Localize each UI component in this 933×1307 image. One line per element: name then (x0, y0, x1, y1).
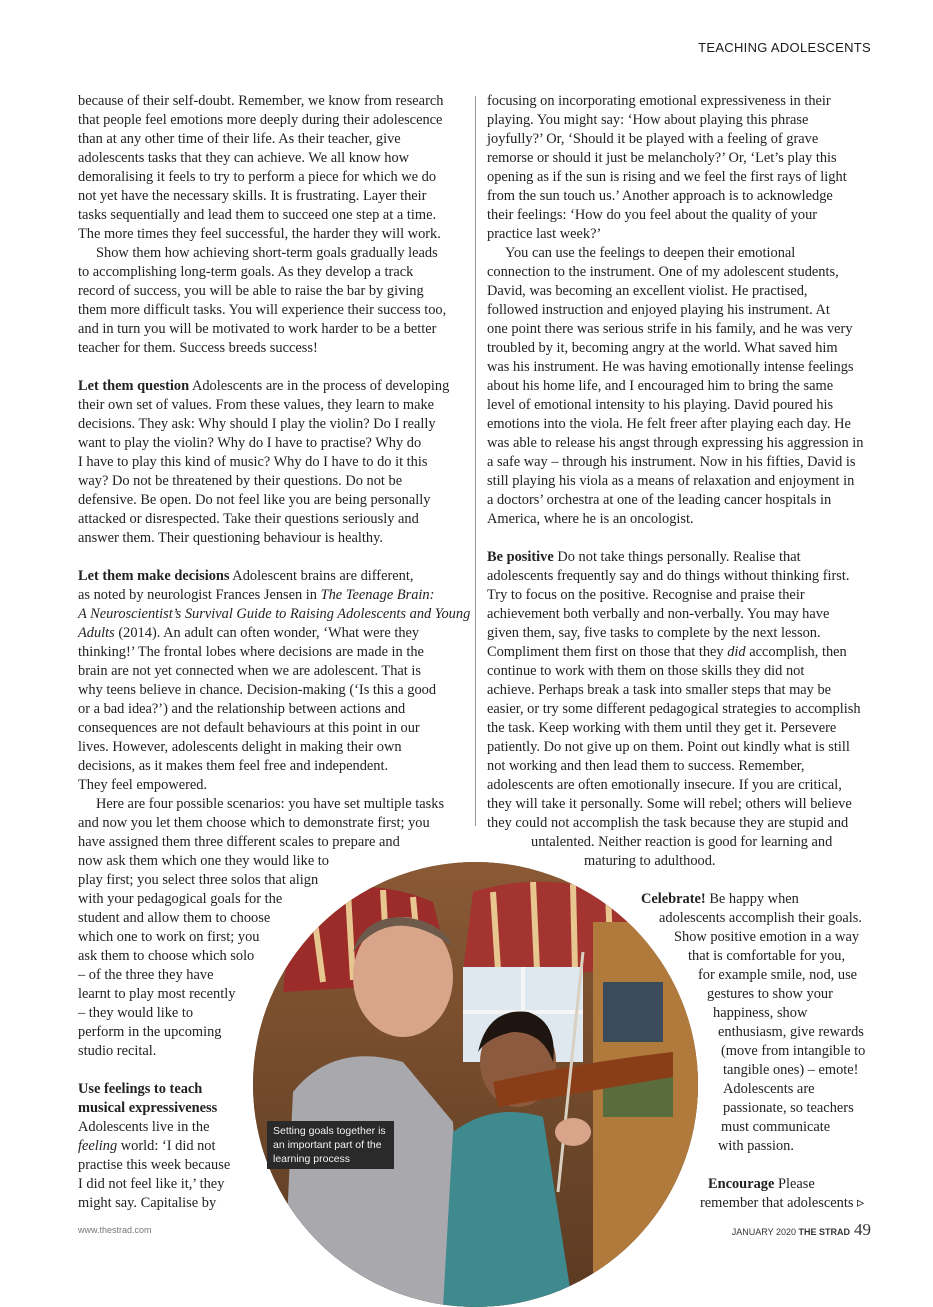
text-line: want to play the violin? Why do I have to practise? Why do (78, 435, 422, 451)
subheading-be-positive: Be positive (487, 549, 554, 565)
text-line: their feelings: ‘How do you feel about the quality of your (487, 207, 818, 223)
section-header: TEACHING ADOLESCENTS (698, 40, 871, 55)
text-line: joyfully?’ Or, ‘Should it be played with a feeling of grave (487, 131, 819, 147)
text-line: Show positive emotion in a way (674, 929, 860, 945)
text-line: remorse or should it just be melancholy?’ Or, ‘Let’s play this (487, 150, 837, 166)
right-para-2 (487, 244, 872, 529)
text-line: connection to the instrument. One of my adolescent students, (487, 264, 839, 280)
text-line: than at any other time of their life. As their teacher, give (78, 131, 401, 147)
text-line: studio recital. (78, 1043, 157, 1059)
text-line: was able to release his angst through expressing his aggression in (487, 435, 864, 451)
text-line: learnt to play most recently (78, 986, 236, 1002)
text-line: Adolescents are (723, 1081, 815, 1097)
text-run: Please (774, 1176, 815, 1192)
footer-website[interactable]: www.thestrad.com (78, 1225, 152, 1235)
text-run: accomplish, then (745, 644, 847, 660)
text-line: that is comfortable for you, (688, 948, 846, 964)
text-line: opening as if the sun is rising and we feel the first rays of light (487, 169, 847, 185)
text-line: remember that adolescents ▹ (700, 1195, 865, 1211)
text-line: why teens believe in chance. Decision-making (‘Is this a good (78, 682, 437, 698)
text-line: maturing to adulthood. (584, 853, 716, 869)
be-positive-section (487, 548, 872, 871)
text-run: world: ‘I did not (117, 1138, 216, 1154)
text-line: easier, or try some different pedagogical strategies to accomplish (487, 701, 861, 717)
subheading-let-them-question: Let them question (78, 378, 190, 394)
text-line: now ask them which one they would like to (78, 853, 329, 869)
text-line: adolescents accomplish their goals. (659, 910, 863, 926)
text-line: consequences are not default behaviours at this point in our (78, 720, 420, 736)
text-line (78, 605, 471, 624)
text-line: from the sun touch us.’ Another approach is to acknowledge (487, 188, 833, 204)
right-para-1 (487, 92, 872, 244)
subheading-use-feelings-2: musical expressiveness (78, 1100, 218, 1116)
text-line: for example smile, nod, use (698, 967, 858, 983)
text-line: focusing on incorporating emotional expressiveness in their (487, 93, 831, 109)
text-line: achievement both verbally and non-verbally. You may have (487, 606, 830, 622)
text-line: because of their self-doubt. Remember, we know from research (78, 93, 444, 109)
text-line (487, 548, 872, 567)
text-line: a safe way – through his instrument. Now in his fifties, David is (487, 454, 856, 470)
book-title: Adults (78, 625, 115, 641)
book-title: The Teenage Brain: (320, 587, 435, 603)
text-run: Adolescent brains are different, (229, 568, 414, 584)
text-line (78, 567, 464, 586)
text-run: Be happy when (705, 891, 799, 907)
subheading-encourage: Encourage (708, 1176, 775, 1192)
text-run: Adolescents are in the process of developing (189, 378, 450, 394)
text-line: with passion. (718, 1138, 794, 1154)
text-line: gestures to show your (707, 986, 833, 1002)
text-line: The more times they feel successful, the harder they will work. (78, 226, 441, 242)
text-line: one point there was serious strife in his family, and he was very (487, 321, 853, 337)
text-line: still playing his viola as a means of relaxation and enjoyment in (487, 473, 855, 489)
text-line: that people feel emotions more deeply during their adolescence (78, 112, 443, 128)
text-line: enthusiasm, give rewards (718, 1024, 864, 1040)
text-line: – of the three they have (78, 967, 214, 983)
text-line: brain are not yet connected when we are adolescent. That is (78, 663, 421, 679)
text-line: ask them to choose which solo (78, 948, 255, 964)
text-line: They feel empowered. (78, 777, 208, 793)
text-run: Do not take things personally. Realise that (553, 549, 801, 565)
text-line: troubled by it, becoming angry at the world. What saved him (487, 340, 838, 356)
text-line: with your pedagogical goals for the (78, 891, 283, 907)
text-line: play first; you select three solos that align (78, 872, 319, 888)
text-line: record of success, you will be able to raise the bar by giving (78, 283, 424, 299)
issue-date: JANUARY 2020 (731, 1227, 799, 1237)
text-line: they could not accomplish the task because they are stupid and (487, 815, 849, 831)
text-line: lives. However, adolescents delight in making their own (78, 739, 402, 755)
left-para-2 (78, 244, 464, 358)
text-line: Adolescents live in the (78, 1119, 210, 1135)
left-para-1 (78, 92, 464, 244)
emphasis-did: did (727, 644, 746, 660)
text-line: decisions, as it makes them feel free and independent. (78, 758, 389, 774)
photo-caption: Setting goals together is an important part of the learning process (267, 1121, 394, 1169)
text-line: them more difficult tasks. You will experience their success too, (78, 302, 447, 318)
text-line: adolescents are often emotionally insecure. If you are critical, (487, 777, 842, 793)
text-line: defensive. Be open. Do not feel like you are being personally (78, 492, 431, 508)
page-number: 49 (854, 1220, 871, 1239)
text-line (78, 624, 464, 643)
text-line: must communicate (721, 1119, 831, 1135)
text-run: Compliment them first on those that they (487, 644, 728, 660)
text-line: achieve. Perhaps break a task into smaller steps that may be (487, 682, 832, 698)
teacher-hand (555, 1118, 591, 1146)
text-line: tasks sequentially and lead them to succeed one step at a time. (78, 207, 437, 223)
text-line: might say. Capitalise by (78, 1195, 217, 1211)
column-divider (475, 96, 476, 826)
text-line: teacher for them. Success breeds success! (78, 340, 318, 356)
text-line (78, 586, 464, 605)
emphasis-feeling: feeling (78, 1138, 118, 1154)
subheading-let-them-make-decisions: Let them make decisions (78, 568, 230, 584)
text-line: Show them how achieving short-term goals gradually leads (96, 245, 438, 261)
text-line: not yet have the necessary skills. It is frustrating. Layer their (78, 188, 427, 204)
text-line: I did not feel like it,’ they (78, 1176, 225, 1192)
let-them-question-section (78, 377, 464, 548)
text-line: have assigned them three different scales to prepare and (78, 834, 400, 850)
text-line: tangible ones) – emote! (723, 1062, 859, 1078)
text-line: to accomplishing long-term goals. As they develop a track (78, 264, 414, 280)
text-line: was his instrument. He was having emotionally intense feelings (487, 359, 854, 375)
let-them-make-decisions-section (78, 567, 471, 795)
text-line: demoralising it feels to try to perform a piece for which we do (78, 169, 437, 185)
text-line: which one to work on first; you (78, 929, 260, 945)
text-line: not working and then lead them to success. Remember, (487, 758, 805, 774)
text-line: followed instruction and enjoyed playing his instrument. At (487, 302, 830, 318)
teacher-student-photo (253, 862, 698, 1307)
subheading-celebrate: Celebrate! (641, 891, 706, 907)
text-line: the task. Keep working with them until they get it. Persevere (487, 720, 837, 736)
text-line (487, 643, 872, 662)
shelf-picture (603, 982, 663, 1042)
text-line: adolescents tasks that they can achieve. We all know how (78, 150, 410, 166)
text-line: Here are four possible scenarios: you have set multiple tasks (96, 796, 445, 812)
text-line: given them, say, five tasks to complete by the next lesson. (487, 625, 821, 641)
text-line: – they would like to (78, 1005, 194, 1021)
text-line: practice last week?’ (487, 226, 602, 242)
text-line (78, 377, 464, 396)
text-line: and in turn you will be motivated to work harder to be a better (78, 321, 437, 337)
text-line: decisions. They ask: Why should I play the violin? Do I really (78, 416, 436, 432)
text-line: continue to work with them on those skills they did not (487, 663, 805, 679)
text-line: You can use the feelings to deepen their emotional (505, 245, 796, 261)
text-line: Try to focus on the positive. Recognise and praise their (487, 587, 805, 603)
photo-illustration (253, 862, 698, 1307)
text-line: patiently. Do not give up on them. Point out kindly what is still (487, 739, 850, 755)
text-line: adolescents frequently say and do things without thinking first. (487, 568, 850, 584)
text-line: student and allow them to choose (78, 910, 271, 926)
text-line: emotions into the viola. He felt freer after playing each day. He (487, 416, 851, 432)
text-line: and now you let them choose which to demonstrate first; you (78, 815, 430, 831)
text-line: thinking!’ The frontal lobes where decisions are made in the (78, 644, 424, 660)
text-line: perform in the upcoming (78, 1024, 222, 1040)
text-line: their own set of values. From these values, they learn to make (78, 397, 435, 413)
text-line: level of emotional intensity to his playing. David poured his (487, 397, 834, 413)
text-line: way? Do not be threatened by their questions. Do not be (78, 473, 403, 489)
text-line: America, where he is an oncologist. (487, 511, 694, 527)
book-title: A Neuroscientist’s Survival Guide to Raising Adolescents and Young (78, 606, 471, 622)
text-line: happiness, show (713, 1005, 808, 1021)
text-line: passionate, so teachers (723, 1100, 854, 1116)
text-line: about his home life, and I encouraged him to bring the same (487, 378, 834, 394)
text-line: a doctors’ orchestra at one of the leading cancer hospitals in (487, 492, 832, 508)
text-line: untalented. Neither reaction is good for learning and (531, 834, 833, 850)
text-run: as noted by neurologist Frances Jensen in (78, 587, 321, 603)
text-line: answer them. Their questioning behaviour is healthy. (78, 530, 383, 546)
text-run: (2014). An adult can often wonder, ‘What were they (114, 625, 420, 641)
text-line: I have to play this kind of music? Why do I have to do it this (78, 454, 428, 470)
text-line: (move from intangible to (721, 1043, 866, 1059)
subheading-use-feelings: Use feelings to teach (78, 1081, 203, 1097)
text-line: playing. You might say: ‘How about playing this phrase (487, 112, 809, 128)
text-line: David, was becoming an excellent violist. He practised, (487, 283, 808, 299)
text-line: they will take it personally. Some will rebel; others will believe (487, 796, 852, 812)
text-line: or a bad idea?’) and the relationship between actions and (78, 701, 406, 717)
magazine-name: THE STRAD (798, 1227, 850, 1237)
text-line: practise this week because (78, 1157, 231, 1173)
footer-issue (732, 1220, 871, 1240)
text-line: attacked or disrespected. Take their questions seriously and (78, 511, 419, 527)
